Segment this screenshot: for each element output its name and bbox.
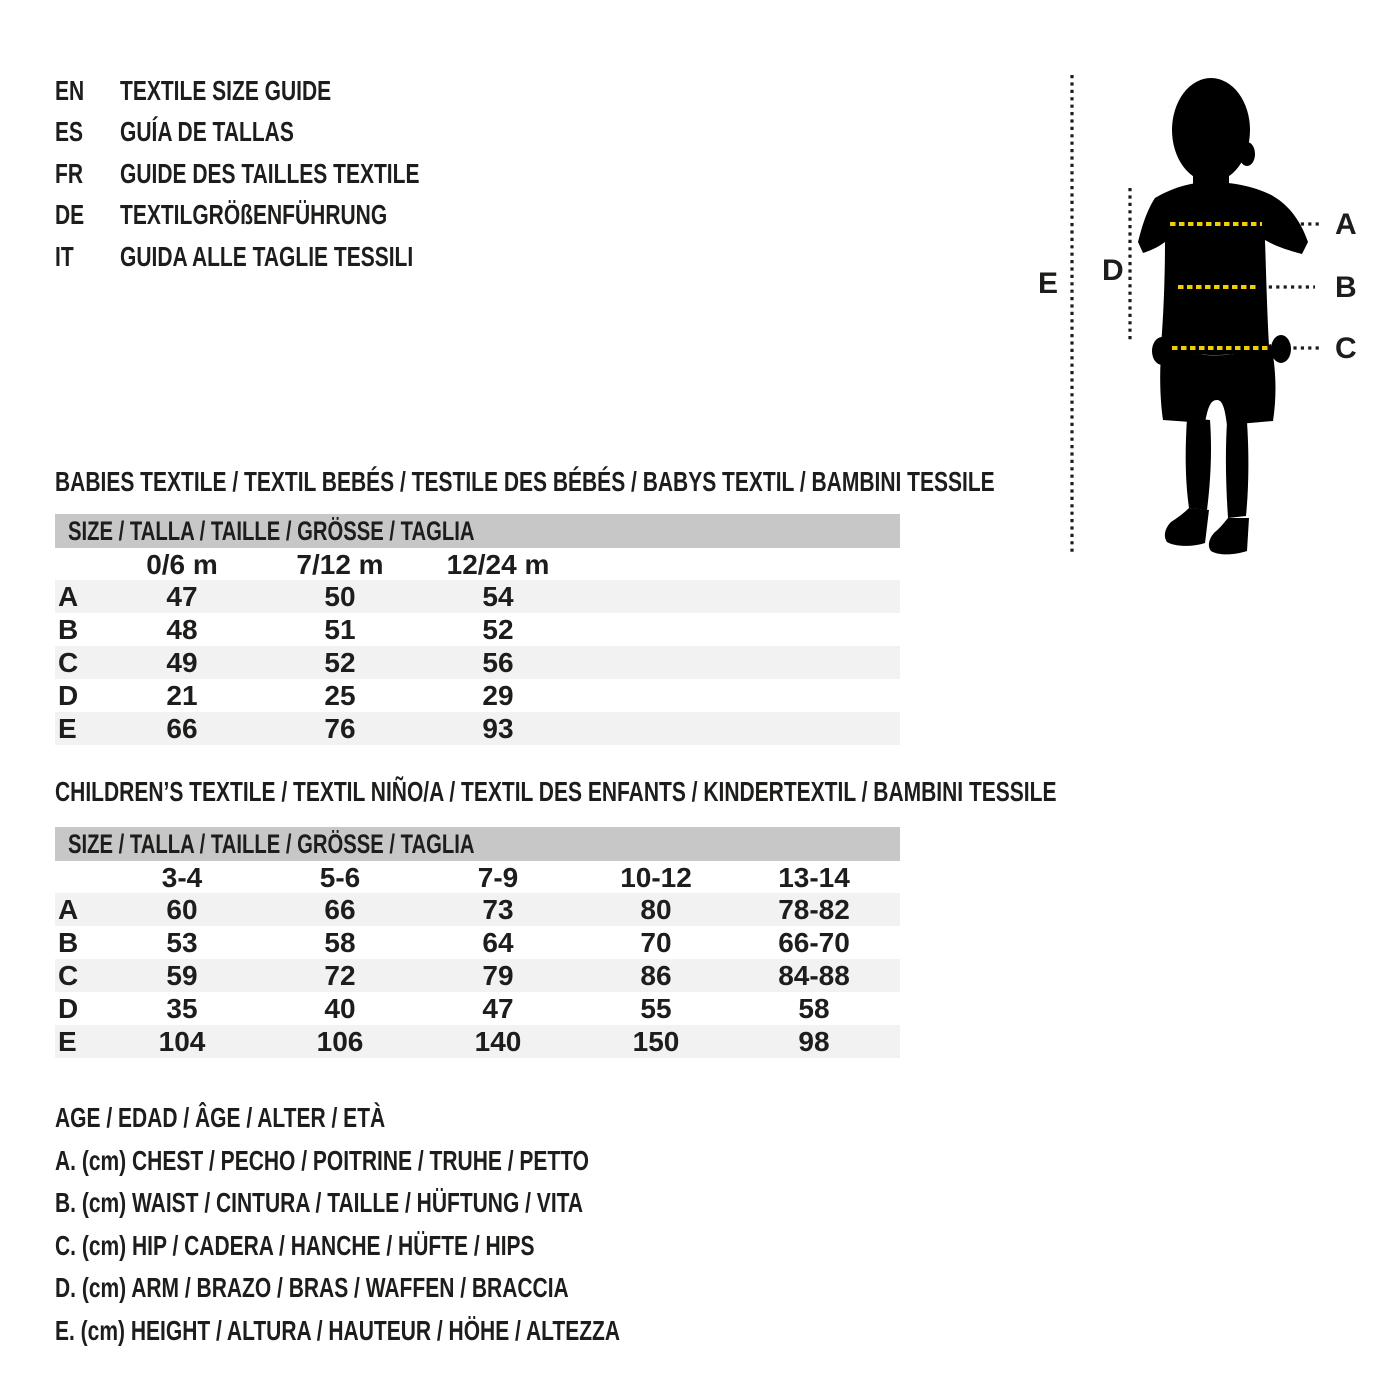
column-header: 7-9	[477, 861, 519, 893]
children-column-header-row	[55, 862, 900, 893]
row-label: C	[58, 959, 79, 991]
language-code: IT	[55, 240, 74, 272]
chest-label: A	[1335, 208, 1357, 241]
table-cell: 35	[166, 992, 198, 1024]
table-cell: 78-82	[778, 893, 850, 925]
table-cell: 56	[482, 646, 514, 678]
table-row	[55, 959, 900, 992]
legend-waist-line: B. (cm) WAIST / CINTURA / TAILLE / HÜFTUNG / VITA	[55, 1187, 584, 1219]
table-cell: 93	[482, 712, 514, 744]
table-cell: 150	[632, 1025, 680, 1057]
table-cell: 50	[324, 580, 356, 612]
table-row	[55, 712, 900, 745]
row-label: A	[58, 893, 79, 925]
table-cell: 55	[640, 992, 672, 1024]
column-header: 5-6	[319, 861, 361, 893]
column-header: 12/24 m	[446, 548, 550, 580]
table-cell: 49	[166, 646, 198, 678]
arm-label: D	[1102, 254, 1124, 287]
table-cell: 47	[166, 580, 198, 612]
table-cell: 54	[482, 580, 514, 612]
row-label: D	[58, 679, 79, 711]
row-label: C	[58, 646, 79, 678]
babies-size-header-band: SIZE / TALLA / TAILLE / GRÖSSE / TAGLIA	[55, 514, 900, 548]
language-row	[55, 195, 519, 237]
table-cell: 72	[324, 959, 356, 991]
language-code: DE	[55, 199, 85, 231]
table-cell: 47	[482, 992, 514, 1024]
table-row	[55, 1025, 900, 1058]
table-cell: 58	[798, 992, 830, 1024]
table-cell: 79	[482, 959, 514, 991]
language-title: TEXTILGRÖßENFÜHRUNG	[120, 199, 388, 231]
legend-age-line: AGE / EDAD / ÂGE / ALTER / ETÀ	[55, 1102, 386, 1134]
language-code: EN	[55, 74, 85, 106]
children-section-heading: CHILDREN’S TEXTILE / TEXTIL NIÑO/A / TEXTIL DES ENFANTS / KINDERTEXTIL / BAMBINI TESSILE	[55, 776, 1057, 807]
table-cell: 64	[482, 926, 514, 958]
column-header: 13-14	[778, 861, 850, 893]
babies-column-header-row	[55, 549, 900, 580]
table-cell: 60	[166, 893, 198, 925]
row-label: B	[58, 613, 79, 645]
babies-section-heading: BABIES TEXTILE / TEXTIL BEBÉS / TESTILE DES BÉBÉS / BABYS TEXTIL / BAMBINI TESSILE	[55, 466, 995, 497]
language-title: TEXTILE SIZE GUIDE	[120, 74, 332, 106]
waist-label: B	[1335, 271, 1357, 304]
hip-label: C	[1335, 332, 1357, 365]
column-header: 10-12	[620, 861, 692, 893]
table-cell: 98	[798, 1025, 830, 1057]
table-cell: 21	[166, 679, 198, 711]
table-row	[55, 613, 900, 646]
legend-chest-line: A. (cm) CHEST / PECHO / POITRINE / TRUHE / PETTO	[55, 1144, 590, 1176]
table-cell: 73	[482, 893, 514, 925]
column-header: 0/6 m	[146, 548, 218, 580]
row-label: E	[58, 1025, 77, 1057]
table-cell: 51	[324, 613, 356, 645]
table-cell: 52	[482, 613, 514, 645]
table-row	[55, 893, 900, 926]
language-row	[55, 112, 519, 154]
table-cell: 48	[166, 613, 198, 645]
legend-hip-line: C. (cm) HIP / CADERA / HANCHE / HÜFTE / HIPS	[55, 1229, 535, 1261]
language-title-list	[55, 70, 519, 278]
table-cell: 76	[324, 712, 356, 744]
table-cell: 58	[324, 926, 356, 958]
legend-height-line: E. (cm) HEIGHT / ALTURA / HAUTEUR / HÖHE / ALTEZZA	[55, 1314, 621, 1346]
table-cell: 140	[474, 1025, 522, 1057]
language-code: ES	[55, 116, 84, 148]
table-cell: 40	[324, 992, 356, 1024]
table-row	[55, 992, 900, 1025]
legend-arm-line: D. (cm) ARM / BRAZO / BRAS / WAFFEN / BRACCIA	[55, 1272, 569, 1304]
table-cell: 29	[482, 679, 514, 711]
table-cell: 80	[640, 893, 672, 925]
table-cell: 106	[316, 1025, 364, 1057]
language-title: GUIDE DES TAILLES TEXTILE	[120, 157, 420, 189]
row-label: A	[58, 580, 79, 612]
table-row	[55, 926, 900, 959]
table-cell: 52	[324, 646, 356, 678]
language-row	[55, 70, 519, 112]
row-label: E	[58, 712, 77, 744]
measurement-legend	[55, 1097, 808, 1352]
table-cell: 53	[166, 926, 198, 958]
column-header: 7/12 m	[296, 548, 384, 580]
language-row	[55, 236, 519, 278]
table-cell: 59	[166, 959, 198, 991]
table-row	[55, 646, 900, 679]
children-size-header-band: SIZE / TALLA / TAILLE / GRÖSSE / TAGLIA	[55, 827, 900, 861]
column-header: 3-4	[161, 861, 203, 893]
table-cell: 66	[324, 893, 356, 925]
language-code: FR	[55, 157, 83, 189]
language-title: GUIDA ALLE TAGLIE TESSILI	[120, 240, 414, 272]
table-cell: 25	[324, 679, 356, 711]
language-row	[55, 153, 519, 195]
table-cell: 66-70	[778, 926, 850, 958]
table-cell: 86	[640, 959, 672, 991]
table-cell: 104	[158, 1025, 206, 1057]
table-row	[55, 580, 900, 613]
table-cell: 66	[166, 712, 198, 744]
table-cell: 84-88	[778, 959, 850, 991]
language-title: GUÍA DE TALLAS	[120, 116, 294, 148]
height-label: E	[1038, 267, 1059, 300]
row-label: B	[58, 926, 79, 958]
row-label: D	[58, 992, 79, 1024]
table-row	[55, 679, 900, 712]
table-cell: 70	[640, 926, 672, 958]
